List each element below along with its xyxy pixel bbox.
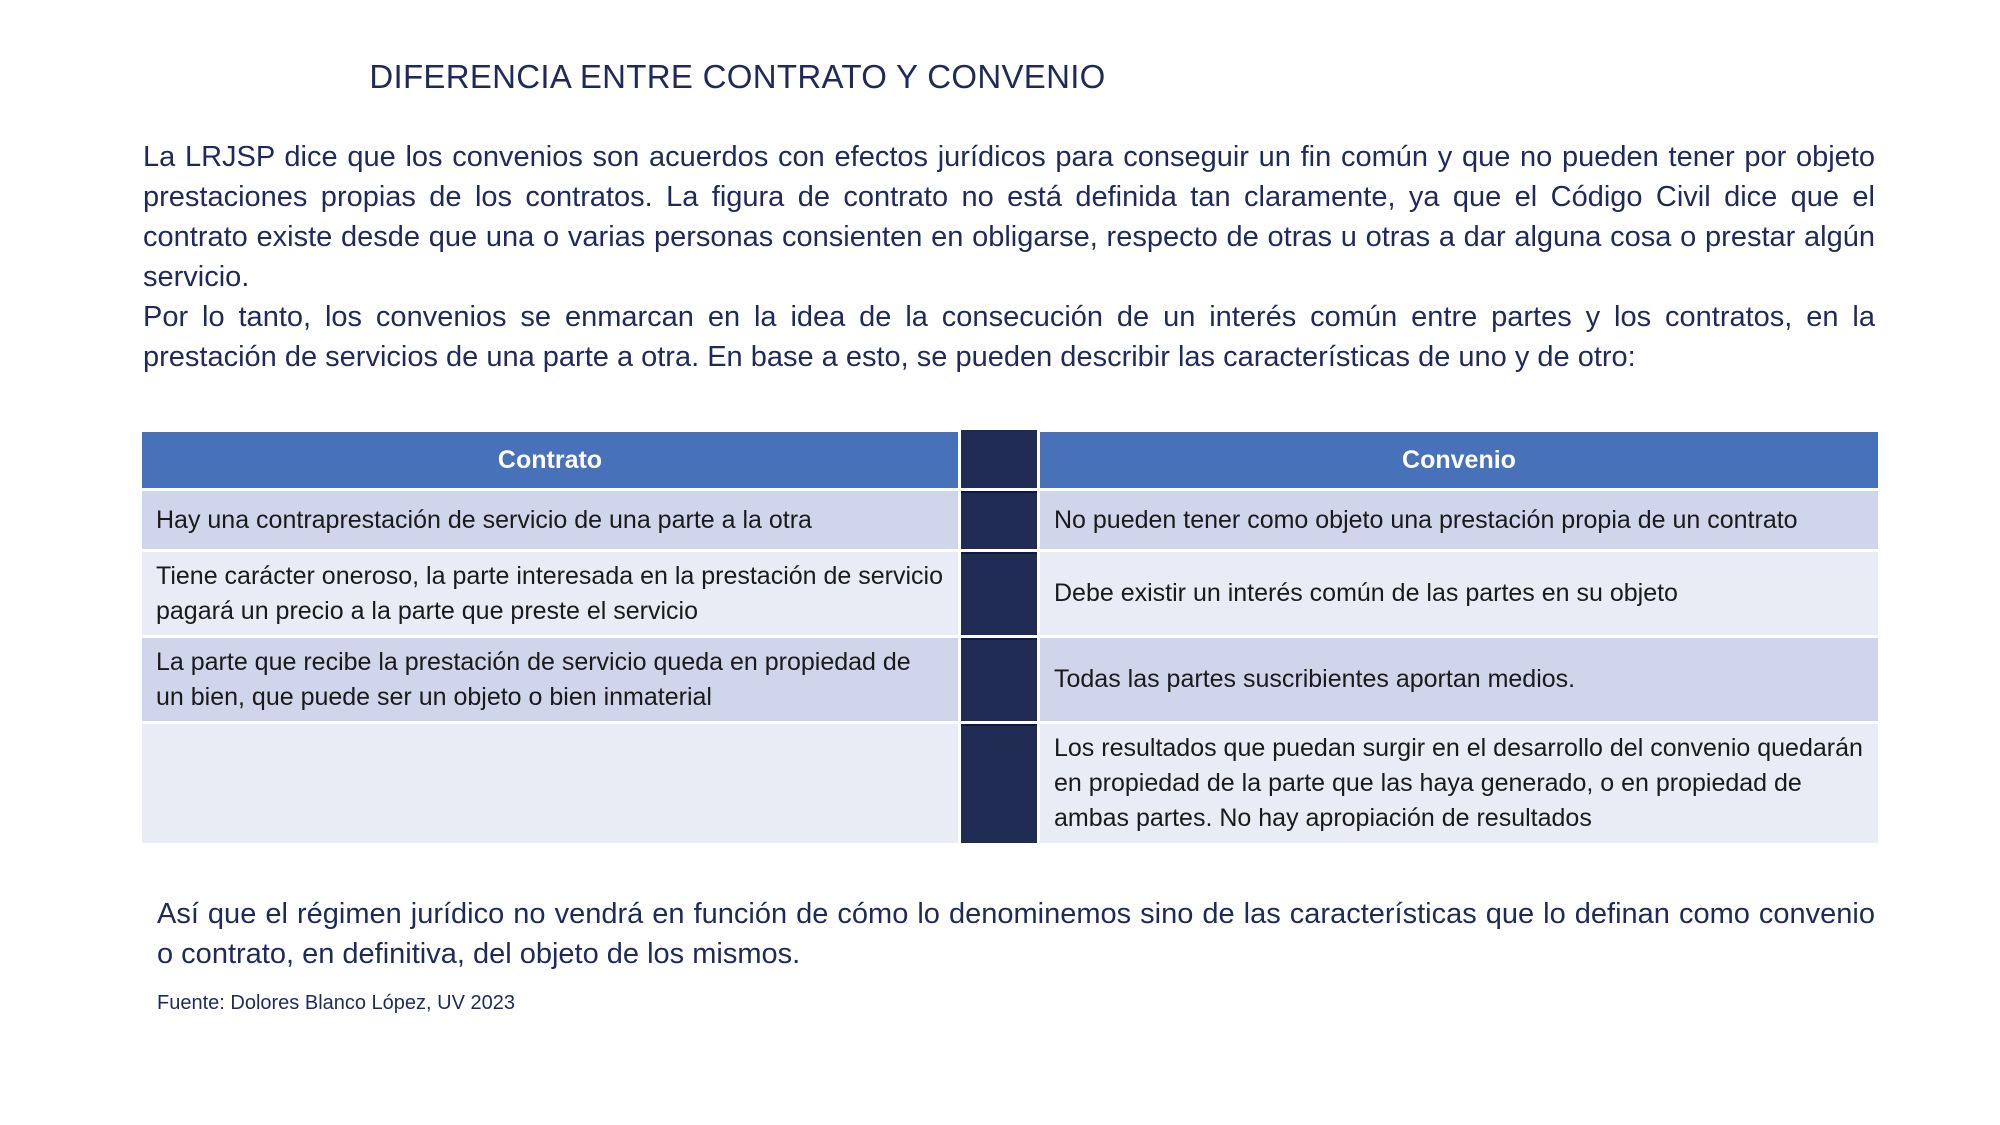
intro-paragraph-2: Por lo tanto, los convenios se enmarcan en la idea de la consecución de un interés común entre partes y los contratos, en la prestación de servicios de una parte a otra. En base a esto, se pueden describir las características de uno y de otro: — [143, 301, 1875, 373]
source-note: Fuente: Dolores Blanco López, UV 2023 — [157, 992, 515, 1014]
contrato-cell: La parte que recibe la prestación de servicio queda en propiedad de un bien, que puede ser un objeto o bien inmaterial — [142, 638, 958, 721]
page-title: DIFERENCIA ENTRE CONTRATO Y CONVENIO — [369, 58, 1106, 95]
comparison-table — [142, 432, 1878, 846]
convenio-cell: Todas las partes suscribientes aportan medios. — [1040, 638, 1878, 721]
convenio-cell: No pueden tener como objeto una prestación propia de un contrato — [1040, 491, 1878, 549]
table-row — [142, 638, 1878, 724]
convenio-cell: Los resultados que puedan surgir en el desarrollo del convenio quedarán en propiedad de la parte que las haya generado, o en propiedad de ambas partes. No hay apropiación de resultados — [1040, 724, 1878, 843]
convenio-cell: Debe existir un interés común de las partes en su objeto — [1040, 552, 1878, 635]
divider-column-cell — [961, 552, 1037, 635]
header-contrato: Contrato — [142, 432, 958, 488]
contrato-cell — [142, 724, 958, 843]
contrato-cell: Tiene carácter oneroso, la parte interesada en la prestación de servicio pagará un precio a la parte que preste el servicio — [142, 552, 958, 635]
divider-column-cell — [961, 430, 1037, 488]
divider-column-cell — [961, 491, 1037, 549]
header-convenio: Convenio — [1040, 432, 1878, 488]
table-row — [142, 491, 1878, 552]
intro-paragraph-1: La LRJSP dice que los convenios son acuerdos con efectos jurídicos para conseguir un fin común y que no pueden tener por objeto prestaciones propias de los contratos. La figura de contrato no está definida tan claramente, ya que el Código Civil dice que el contrato existe desde que una o varias personas consienten en obligarse, respecto de otras u otras a dar alguna cosa o prestar algún servicio. — [143, 141, 1875, 293]
contrato-cell: Hay una contraprestación de servicio de una parte a la otra — [142, 491, 958, 549]
intro-text — [143, 137, 1875, 377]
table-row — [142, 724, 1878, 846]
conclusion-text: Así que el régimen jurídico no vendrá en función de cómo lo denominemos sino de las características que lo definan como convenio o contrato, en definitiva, del objeto de los mismos. — [157, 898, 1875, 970]
divider-column-cell — [961, 724, 1037, 843]
divider-column-cell — [961, 638, 1037, 721]
table-row — [142, 552, 1878, 638]
table-header-row — [142, 432, 1878, 491]
